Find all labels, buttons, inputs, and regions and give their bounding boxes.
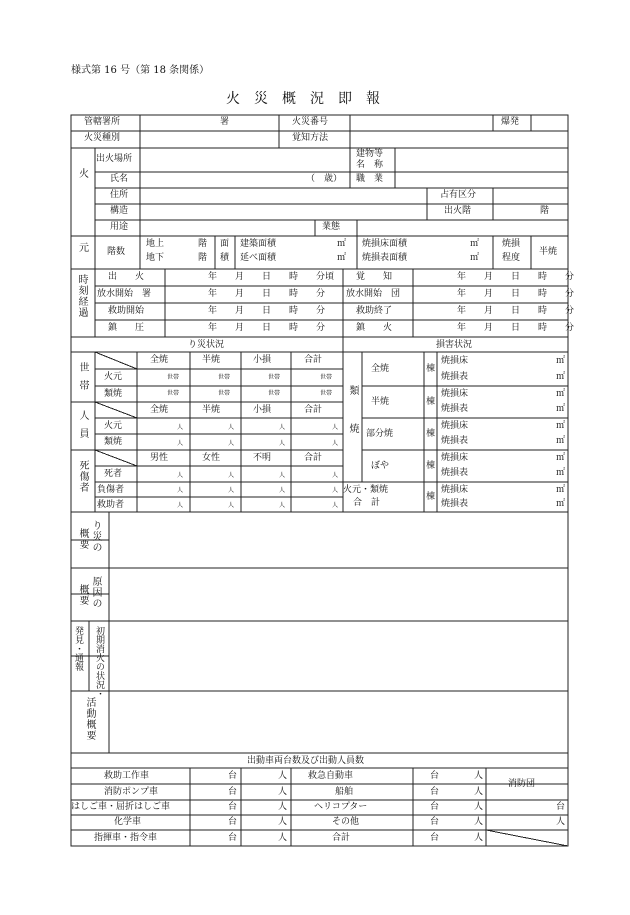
nin-unit: 人 bbox=[279, 472, 286, 479]
shoki-shoka-label: 初期消火の状況・ bbox=[94, 626, 104, 698]
nin-unit: 人 bbox=[278, 787, 288, 797]
nin-unit: 人 bbox=[279, 487, 286, 494]
seki-label: 積 bbox=[220, 253, 230, 263]
kakuchi-datetime: 年 月 日 時 分 bbox=[457, 272, 575, 282]
jusho-label: 住所 bbox=[110, 190, 129, 200]
chika-label: 地下 bbox=[146, 253, 165, 263]
damage-bubunsho: 部分焼 bbox=[366, 429, 394, 439]
hakken-tsuho-label: 発見・通報 bbox=[73, 626, 83, 671]
setai-unit: 世帯 bbox=[218, 374, 231, 381]
dispatch-hashigo: はしご車・屈折はしご車 bbox=[71, 802, 171, 812]
dispatch-heli: ヘリコプター bbox=[314, 802, 368, 812]
hyo-label: 焼損表 bbox=[441, 436, 469, 446]
dispatch-sonota: その他 bbox=[332, 817, 360, 827]
shisha-row: 死者 bbox=[104, 469, 123, 479]
dispatch-gokei: 合計 bbox=[332, 833, 351, 843]
nin-unit: 人 bbox=[278, 833, 288, 843]
m2-unit: ㎡ bbox=[556, 389, 566, 399]
nin-unit: 人 bbox=[279, 424, 286, 431]
kankatsu-label: 管轄署所 bbox=[84, 117, 121, 127]
hi-side-label: 火 bbox=[79, 169, 89, 180]
kai-label: 階 bbox=[540, 206, 550, 216]
dai-unit: 台 bbox=[430, 833, 440, 843]
setai-unit: 世帯 bbox=[167, 390, 180, 397]
risai-no-label: り災の bbox=[90, 520, 101, 553]
shisho-col-fumei: 不明 bbox=[253, 453, 272, 463]
shoson-yuka-label: 焼損床面積 bbox=[362, 239, 408, 249]
dai-unit: 台 bbox=[228, 817, 238, 827]
moto-side-label: 元 bbox=[79, 243, 89, 254]
nin-unit: 人 bbox=[177, 487, 184, 494]
damage-gokei: 合 計 bbox=[353, 498, 381, 508]
shukka-time-label: 出 火 bbox=[108, 272, 145, 282]
setai-unit: 世帯 bbox=[268, 390, 281, 397]
hyo-label: 焼損表 bbox=[441, 372, 469, 382]
dai-unit: 台 bbox=[430, 771, 440, 781]
risai-jokyo-header: り災状況 bbox=[188, 340, 225, 350]
kenchiku-m2: ㎡ bbox=[337, 239, 347, 249]
tatemono-label: 建物等 bbox=[356, 149, 384, 159]
kaisu-label: 階数 bbox=[107, 247, 126, 257]
shukka-basho-label: 出火場所 bbox=[96, 154, 133, 164]
jikoku-keika-label: 時刻経過 bbox=[76, 274, 87, 318]
jinin-row-kamoto: 火元 bbox=[104, 421, 123, 431]
songai-jokyo-header: 損害状況 bbox=[436, 340, 473, 350]
jinin-col-hansho: 半焼 bbox=[202, 405, 221, 415]
m2-unit: ㎡ bbox=[556, 468, 566, 478]
nin-unit: 人 bbox=[278, 817, 288, 827]
m2-unit: ㎡ bbox=[556, 372, 566, 382]
shobodan-dai: 台 bbox=[556, 802, 566, 812]
dai-unit: 台 bbox=[430, 787, 440, 797]
damage-zensho: 全焼 bbox=[371, 364, 390, 374]
nobe-menseki-label: 延べ面積 bbox=[240, 253, 277, 263]
shubetsu-label: 火災種別 bbox=[84, 133, 121, 143]
nin-unit: 人 bbox=[332, 424, 339, 431]
nin-unit: 人 bbox=[279, 440, 286, 447]
to-unit: 棟 bbox=[426, 397, 436, 407]
meisho-label: 名 称 bbox=[356, 160, 384, 170]
setai-col-hansho: 半焼 bbox=[202, 355, 221, 365]
dai-unit: 台 bbox=[228, 802, 238, 812]
gaiyo-label-1: 概要 bbox=[77, 528, 88, 550]
m2-unit: ㎡ bbox=[556, 453, 566, 463]
age-label: （ 歳） bbox=[306, 174, 343, 184]
yuka-label: 焼損床 bbox=[441, 421, 469, 431]
shisho-col-dansei: 男性 bbox=[150, 453, 169, 463]
nin-unit: 人 bbox=[228, 502, 235, 509]
jinin-col-shoson: 小損 bbox=[253, 405, 272, 415]
kyujo-datetime: 年 月 日 時 分 bbox=[208, 306, 326, 316]
shimei-label: 氏名 bbox=[110, 174, 129, 184]
shoson-label: 焼損 bbox=[502, 239, 521, 249]
setai-unit: 世帯 bbox=[218, 390, 231, 397]
dispatch-kagaku: 化学車 bbox=[114, 817, 142, 827]
yuka-label: 焼損床 bbox=[441, 356, 469, 366]
kyujo-end-datetime: 年 月 日 時 分 bbox=[457, 306, 575, 316]
shobodan-nin: 人 bbox=[556, 817, 566, 827]
bakuhatsu-label: 爆発 bbox=[501, 117, 520, 127]
kasai-bango-label: 火災番号 bbox=[292, 117, 329, 127]
nin-unit: 人 bbox=[278, 802, 288, 812]
senyu-label: 占有区分 bbox=[440, 190, 477, 200]
m2-unit: ㎡ bbox=[556, 421, 566, 431]
shokugyo-label: 職 業 bbox=[356, 174, 384, 184]
dai-unit: 台 bbox=[228, 833, 238, 843]
nin-unit: 人 bbox=[474, 817, 484, 827]
dai-unit: 台 bbox=[228, 787, 238, 797]
sho-label: 署 bbox=[220, 117, 230, 127]
hyo-label: 焼損表 bbox=[441, 468, 469, 478]
nin-unit: 人 bbox=[228, 487, 235, 494]
setai-col-zensho: 全焼 bbox=[150, 355, 169, 365]
jinin-row-ruisho: 類焼 bbox=[104, 437, 123, 447]
yuka-label: 焼損床 bbox=[441, 389, 469, 399]
nin-unit: 人 bbox=[228, 424, 235, 431]
setai-col-shoson: 小損 bbox=[253, 355, 272, 365]
hoshu-sho-label: 放水開始 署 bbox=[97, 289, 152, 299]
hyo-m2: ㎡ bbox=[470, 253, 480, 263]
setai-unit: 世帯 bbox=[167, 374, 180, 381]
gaiyo-label-2: 概要 bbox=[77, 584, 88, 606]
nin-unit: 人 bbox=[177, 502, 184, 509]
nin-unit: 人 bbox=[332, 502, 339, 509]
nin-unit: 人 bbox=[177, 424, 184, 431]
shisho-col-gokei: 合計 bbox=[304, 453, 323, 463]
nin-unit: 人 bbox=[474, 771, 484, 781]
to-unit: 棟 bbox=[426, 461, 436, 471]
kyujosha-row: 救助者 bbox=[97, 500, 125, 510]
to-unit: 棟 bbox=[426, 364, 436, 374]
nin-unit: 人 bbox=[228, 440, 235, 447]
teido-label: 程度 bbox=[502, 253, 521, 263]
nin-unit: 人 bbox=[332, 487, 339, 494]
damage-boya: ぼや bbox=[371, 461, 390, 471]
katsudo-gaiyo-label: 活動概要 bbox=[84, 697, 95, 741]
kakuchi-hoho-label: 覚知方法 bbox=[292, 133, 329, 143]
nin-unit: 人 bbox=[177, 440, 184, 447]
chinka-datetime: 年 月 日 時 分 bbox=[457, 323, 575, 333]
kakuchi-time-label: 覚 知 bbox=[356, 272, 393, 282]
setai-unit: 世帯 bbox=[320, 374, 333, 381]
m2-unit: ㎡ bbox=[556, 436, 566, 446]
nin-unit: 人 bbox=[332, 472, 339, 479]
yuka-m2: ㎡ bbox=[470, 239, 480, 249]
shukka-datetime: 年 月 日 時 分頃 bbox=[208, 272, 335, 282]
chinatsu-datetime: 年 月 日 時 分 bbox=[208, 323, 326, 333]
dispatch-shobodan: 消防団 bbox=[508, 779, 536, 789]
yuka-label: 焼損床 bbox=[441, 453, 469, 463]
dispatch-title: 出動車両台数及び出動人員数 bbox=[247, 756, 365, 766]
chinka-label: 鎮 火 bbox=[356, 323, 393, 333]
nin-unit: 人 bbox=[228, 472, 235, 479]
dispatch-pump: 消防ポンプ車 bbox=[104, 787, 159, 797]
setai-col-gokei: 合計 bbox=[304, 355, 323, 365]
hansho-label: 半焼 bbox=[539, 247, 558, 257]
fushosha-row: 負傷者 bbox=[97, 485, 125, 495]
nin-unit: 人 bbox=[278, 771, 288, 781]
form-number: 様式第 16 号（第 18 条関係） bbox=[71, 65, 210, 76]
shukkakai-label: 出火階 bbox=[444, 206, 472, 216]
shisho-col-josei: 女性 bbox=[202, 453, 221, 463]
setai-unit: 世帯 bbox=[268, 374, 281, 381]
kyujo-shuryo-label: 救助終了 bbox=[356, 306, 393, 316]
nin-unit: 人 bbox=[177, 472, 184, 479]
yoto-label: 用途 bbox=[110, 222, 129, 232]
dispatch-kyukyu: 救急自動車 bbox=[308, 771, 354, 781]
nin-unit: 人 bbox=[474, 787, 484, 797]
men-label: 面 bbox=[220, 239, 230, 249]
setai-row-kamoto: 火元 bbox=[104, 372, 123, 382]
m2-unit: ㎡ bbox=[556, 499, 566, 509]
setai-row-ruisho: 類焼 bbox=[104, 389, 123, 399]
setai-unit: 世帯 bbox=[320, 390, 333, 397]
gyotai-label: 業態 bbox=[322, 222, 341, 232]
hoshu-dan-datetime: 年 月 日 時 分 bbox=[457, 289, 575, 299]
yuka-label: 焼損床 bbox=[441, 485, 469, 495]
m2-unit: ㎡ bbox=[556, 404, 566, 414]
jinin-side-label: 人員 bbox=[77, 410, 88, 446]
kyujo-kaishi-label: 救助開始 bbox=[108, 306, 145, 316]
nin-unit: 人 bbox=[332, 440, 339, 447]
shoson-hyo-label: 焼損表面積 bbox=[362, 253, 408, 263]
dispatch-kyujo-kosaku: 救助工作車 bbox=[104, 771, 150, 781]
ruisho-side-label: 類焼 bbox=[347, 385, 358, 461]
hyo-label: 焼損表 bbox=[441, 499, 469, 509]
chin-atsu-label: 鎮 圧 bbox=[108, 323, 145, 333]
hoshu-dan-label: 放水開始 団 bbox=[346, 289, 401, 299]
nin-unit: 人 bbox=[279, 502, 286, 509]
to-unit: 棟 bbox=[426, 429, 436, 439]
nin-unit: 人 bbox=[474, 833, 484, 843]
dai-unit: 台 bbox=[430, 802, 440, 812]
m2-unit: ㎡ bbox=[556, 485, 566, 495]
page-title: 火 災 概 況 即 報 bbox=[226, 91, 380, 107]
hoshu-sho-datetime: 年 月 日 時 分 bbox=[208, 289, 326, 299]
genin-no-label: 原因の bbox=[90, 576, 101, 609]
kozo-label: 構造 bbox=[110, 206, 129, 216]
damage-kamoto-ruisho: 火元・類焼 bbox=[343, 485, 389, 495]
dispatch-shiki: 指揮車・指令車 bbox=[94, 833, 158, 843]
hyo-label: 焼損表 bbox=[441, 404, 469, 414]
shishosha-side-label: 死傷者 bbox=[77, 460, 88, 493]
dai-unit: 台 bbox=[430, 817, 440, 827]
setai-side-label: 世帯 bbox=[77, 362, 88, 398]
dispatch-senpaku: 船舶 bbox=[335, 787, 354, 797]
jinin-col-zensho: 全焼 bbox=[150, 405, 169, 415]
chijo-kai: 階 bbox=[198, 239, 208, 249]
to-unit: 棟 bbox=[426, 492, 436, 502]
damage-hansho: 半焼 bbox=[371, 397, 390, 407]
chika-kai: 階 bbox=[198, 253, 208, 263]
dai-unit: 台 bbox=[228, 771, 238, 781]
chijo-label: 地上 bbox=[146, 239, 165, 249]
kenchiku-menseki-label: 建築面積 bbox=[240, 239, 277, 249]
nobe-m2: ㎡ bbox=[337, 253, 347, 263]
nin-unit: 人 bbox=[474, 802, 484, 812]
m2-unit: ㎡ bbox=[556, 356, 566, 366]
jinin-col-gokei: 合計 bbox=[304, 405, 323, 415]
